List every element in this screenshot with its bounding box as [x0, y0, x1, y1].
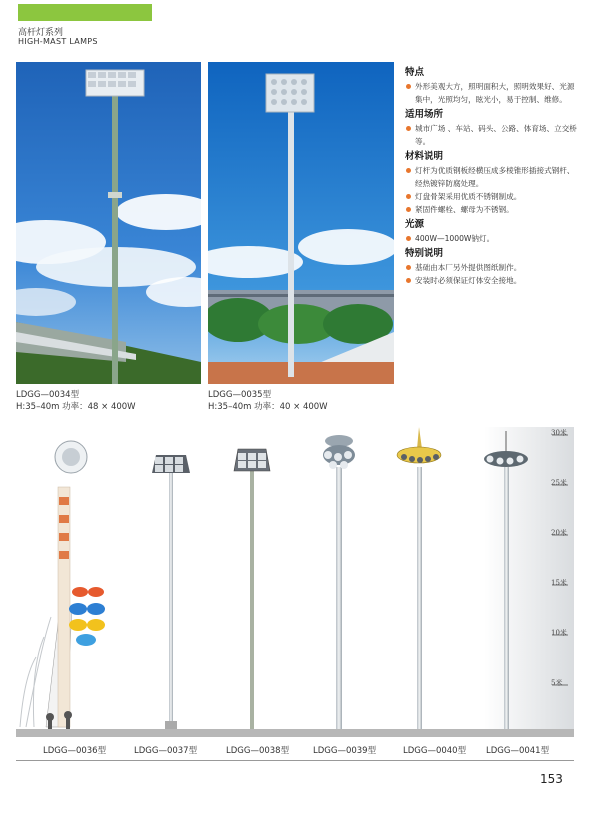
notes-item: 安装时必须保证灯体安全接地。	[405, 274, 580, 287]
scale-label-30m: 30米	[551, 429, 567, 437]
model-label-0036: LDGG—0036型	[43, 746, 107, 756]
model-0040-figure	[397, 427, 441, 729]
scale-label-25m: 25米	[551, 479, 567, 487]
footer-divider	[16, 760, 574, 761]
model-label-0038: LDGG—0038型	[226, 746, 290, 756]
materials-item: 灯杆为优质钢板经横压成多棱锥形插接式钢杆、经热镀锌防腐处理。	[405, 164, 580, 190]
materials-item: 紧固件螺栓、螺母为不锈钢。	[405, 203, 580, 216]
applications-heading: 适用场所	[405, 109, 444, 120]
features-heading: 特点	[405, 67, 425, 78]
ground-strip	[16, 729, 574, 737]
model-label-0039: LDGG—0039型	[313, 746, 377, 756]
model-0037-figure	[152, 455, 190, 729]
applications-item: 城市广场 、车站、码头、公路、体育场、立交桥等。	[405, 122, 580, 148]
materials-heading: 材料说明	[405, 151, 444, 162]
scale-label-5m: 5米	[551, 679, 563, 687]
notes-item: 基础由本厂另外提供图纸制作。	[405, 261, 580, 274]
model-0036-figure	[20, 441, 105, 729]
notes-heading: 特别说明	[405, 248, 444, 259]
light-source-item: 400W—1000W钠灯。	[405, 232, 580, 245]
spec-panel	[405, 64, 580, 287]
photo2-spec-label: H:35–40m 功率：40 × 400W	[208, 402, 328, 412]
model-illustrations	[16, 427, 574, 737]
series-title-en: HIGH-MAST LAMPS	[18, 37, 98, 46]
scale-label-20m: 20米	[551, 529, 567, 537]
materials-item: 灯盘骨架采用优质不锈钢制成。	[405, 190, 580, 203]
model-label-0040: LDGG—0040型	[403, 746, 467, 756]
features-item: 外形美观大方，照明面积大，照明效果好、光源集中，光照均匀，眩光小，易于控制、维修。	[405, 80, 580, 106]
scale-label-10m: 10米	[551, 629, 567, 637]
model-0038-figure	[234, 449, 270, 729]
light-source-heading: 光源	[405, 219, 425, 230]
photo-ldgg-0034	[16, 62, 201, 384]
photo2-model-label: LDGG—0035型	[208, 390, 272, 400]
photo-ldgg-0035	[208, 62, 394, 384]
header-accent-bar	[18, 4, 152, 21]
series-title-cn: 高杆灯系列	[18, 28, 64, 38]
model-0039-figure	[323, 435, 355, 729]
page-number: 153	[540, 772, 563, 786]
model-label-0037: LDGG—0037型	[134, 746, 198, 756]
scale-label-15m: 15米	[551, 579, 567, 587]
photo1-model-label: LDGG—0034型	[16, 390, 80, 400]
photo1-spec-label: H:35–40m 功率：48 × 400W	[16, 402, 136, 412]
model-label-0041: LDGG—0041型	[486, 746, 550, 756]
